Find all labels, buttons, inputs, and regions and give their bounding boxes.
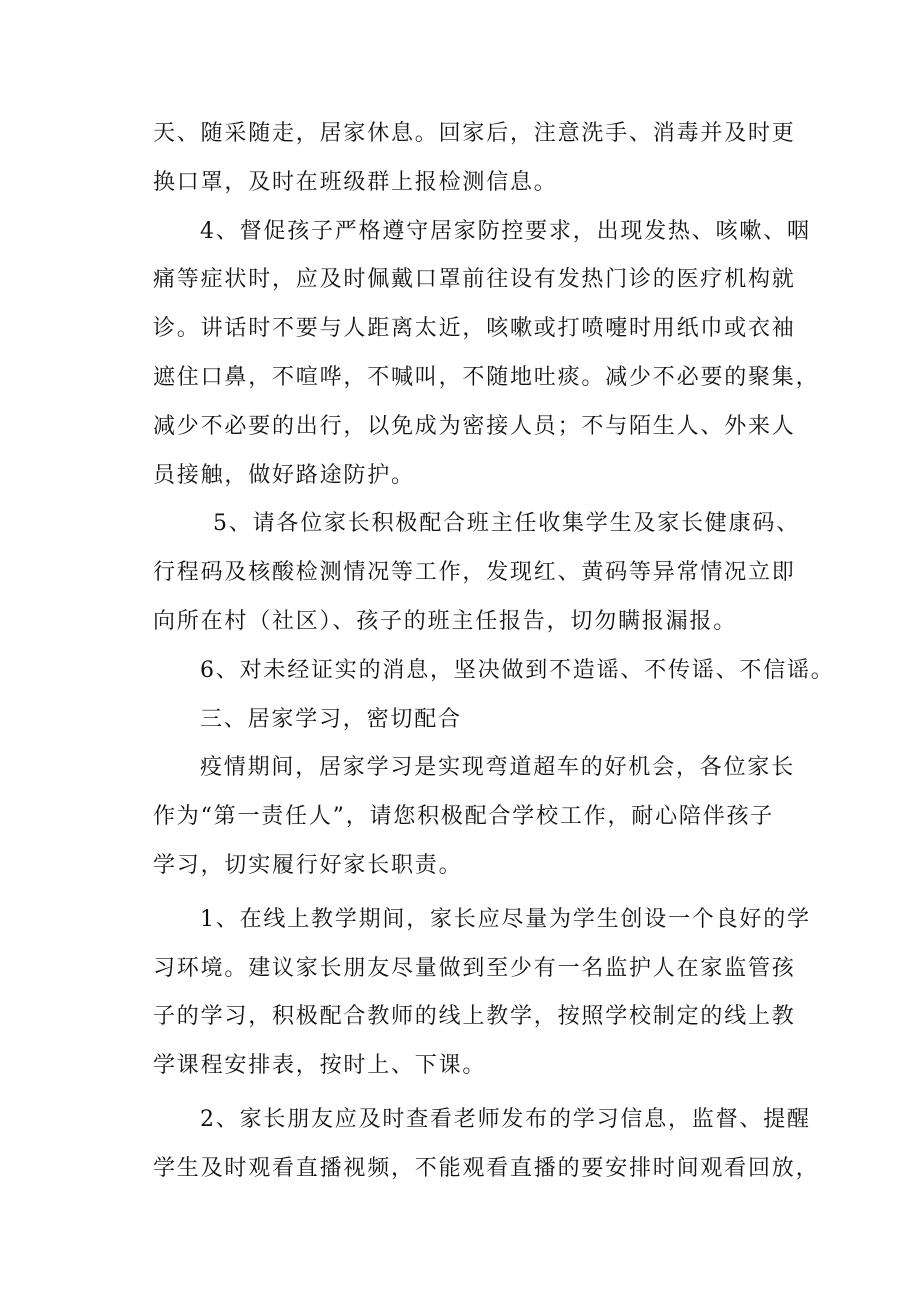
text-line: 行程码及核酸检测情况等工作，发现红、黄码等异常情况立即 (153, 560, 796, 586)
text-line: 天、随采随走，居家休息。回家后，注意洗手、消毒并及时更 (153, 121, 796, 146)
text-line: 子的学习，积极配合教师的线上教学，按照学校制定的线上教 (153, 1004, 796, 1030)
document-body (153, 110, 835, 1194)
text-line: 学习，切实履行好家长职责。 (153, 852, 463, 878)
text-line: 员接触，做好路途防护。 (153, 462, 415, 488)
text-line: 诊。讲话时不要与人距离太近，咳嗽或打喷嚏时用纸巾或衣袖 (153, 316, 796, 342)
text-line: 学课程安排表，按时上、下课。 (153, 1053, 487, 1079)
text-line: 习环境。建议家长朋友尽量做到至少有一名监护人在家监管孩 (153, 955, 796, 981)
text-line: 疫情期间，居家学习是实现弯道超车的好机会，各位家长 (200, 755, 796, 781)
section-heading: 三、居家学习，密切配合 (200, 706, 462, 732)
text-line: 痛等症状时，应及时佩戴口罩前往设有发热门诊的医疗机构就 (153, 267, 796, 293)
text-line: 5、请各位家长积极配合班主任收集学生及家长健康码、 (213, 511, 800, 537)
text-line: 学生及时观看直播视频，不能观看直播的要安排时间观看回放， (153, 1155, 820, 1181)
text-line: 作为“第一责任人”，请您积极配合学校工作，耐心陪伴孩子 (153, 804, 775, 830)
text-line: 4、督促孩子严格遵守居家防控要求，出现发热、咳嗽、咽 (200, 218, 811, 244)
text-line: 换口罩，及时在班级群上报检测信息。 (153, 169, 558, 195)
text-line: 减少不必要的出行，以免成为密接人员；不与陌生人、外来人 (153, 413, 796, 439)
text-line: 2、家长朋友应及时查看老师发布的学习信息，监督、提醒 (200, 1106, 811, 1132)
text-line: 6、对未经证实的消息，坚决做到不造谣、不传谣、不信谣。 (200, 657, 835, 683)
text-line: 1、在线上教学期间，家长应尽量为学生创设一个良好的学 (200, 906, 811, 932)
text-line: 向所在村（社区）、孩子的班主任报告，切勿瞒报漏报。 (153, 608, 738, 634)
text-line: 遮住口鼻，不喧哗，不喊叫，不随地吐痰。减少不必要的聚集， (153, 364, 820, 390)
